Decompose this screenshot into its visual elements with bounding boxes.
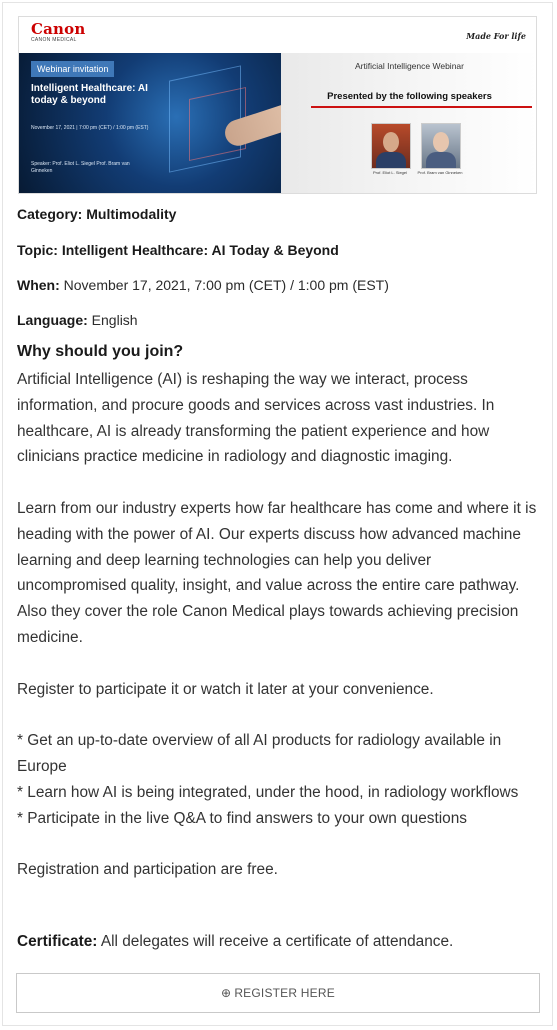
speaker-photo xyxy=(421,123,461,169)
certificate-label: Certificate: xyxy=(17,933,98,950)
speaker-body xyxy=(376,152,406,168)
webinar-banner-image xyxy=(18,16,537,194)
red-divider xyxy=(311,106,532,108)
made-for-life-tagline: Made For life xyxy=(466,31,526,41)
speaker-photo xyxy=(371,123,411,169)
language-line xyxy=(17,310,138,330)
canon-logo: Canon xyxy=(31,20,86,38)
register-button-label: REGISTER HERE xyxy=(234,986,335,1000)
paragraph-intro: Artificial Intelligence (AI) is reshaping the way we interact, process information, and procure goods and services across vast industries. In healthcare, AI is already transforming the patient experience and how clinicians practice medicine in radiology and diagnostic imaging. xyxy=(17,371,495,466)
paragraph-register: Register to participate it or watch it later at your convenience. xyxy=(17,680,434,698)
banner-title: Intelligent Healthcare: AI today & beyond xyxy=(31,83,148,106)
category-label: Category: xyxy=(17,206,83,222)
when-line xyxy=(17,275,389,295)
bullet-item: * Get an up-to-date overview of all AI products for radiology available in Europe xyxy=(17,732,502,775)
canon-logo-subtitle: CANON MEDICAL xyxy=(31,37,77,43)
category-line xyxy=(17,204,176,224)
paragraph-experts: Learn from our industry experts how far healthcare has come and where it is heading with the power of AI. Our experts discuss how advanced machine learning and deep learning technologies can help you deliver uncompromised quality, insight, and value across the entire care pathway. Also they cover the role Canon Medical plays towards achieving precision medicine. xyxy=(17,499,537,646)
banner-date: November 17, 2021 | 7:00 pm (CET) / 1:00 pm (EST) xyxy=(31,125,149,131)
banner-right-subtitle: Artificial Intelligence Webinar xyxy=(355,61,464,71)
banner-right-title: Presented by the following speakers xyxy=(327,91,492,102)
certificate-line xyxy=(17,931,453,953)
description-body xyxy=(17,367,541,909)
speaker-name: Prof. Eliot L. Siegel xyxy=(372,170,408,175)
language-label: Language: xyxy=(17,312,88,328)
speaker-name: Prof. Bram van Ginneken xyxy=(417,170,463,175)
topic-line xyxy=(17,240,339,260)
plus-circle-icon: ⊕ xyxy=(221,986,232,1000)
banner-speakers: Speaker: Prof. Eliot L. Siegel Prof. Bram van Ginneken xyxy=(31,161,130,174)
category-value: Multimodality xyxy=(86,206,177,222)
bullet-item: * Participate in the live Q&A to find answers to your own questions xyxy=(17,809,467,827)
topic-value: Intelligent Healthcare: AI Today & Beyond xyxy=(61,242,339,258)
topic-label: Topic: xyxy=(17,242,58,258)
why-join-heading: Why should you join? xyxy=(17,343,184,360)
speaker-face xyxy=(383,132,399,152)
paragraph-free: Registration and participation are free. xyxy=(17,861,278,879)
bullet-item: * Learn how AI is being integrated, under the hood, in radiology workflows xyxy=(17,783,519,801)
language-value: English xyxy=(91,312,138,328)
when-label: When: xyxy=(17,277,60,293)
banner-header xyxy=(19,17,536,53)
banner-speakers-panel xyxy=(281,53,537,194)
speaker-face xyxy=(433,132,449,152)
register-button[interactable] xyxy=(16,973,540,1013)
webinar-invitation-badge: Webinar invitation xyxy=(31,61,114,77)
speaker-body xyxy=(426,152,456,168)
banner-photo xyxy=(19,53,281,194)
when-value: November 17, 2021, 7:00 pm (CET) / 1:00 pm (EST) xyxy=(63,277,389,293)
certificate-value: All delegates will receive a certificate of attendance. xyxy=(100,933,454,950)
